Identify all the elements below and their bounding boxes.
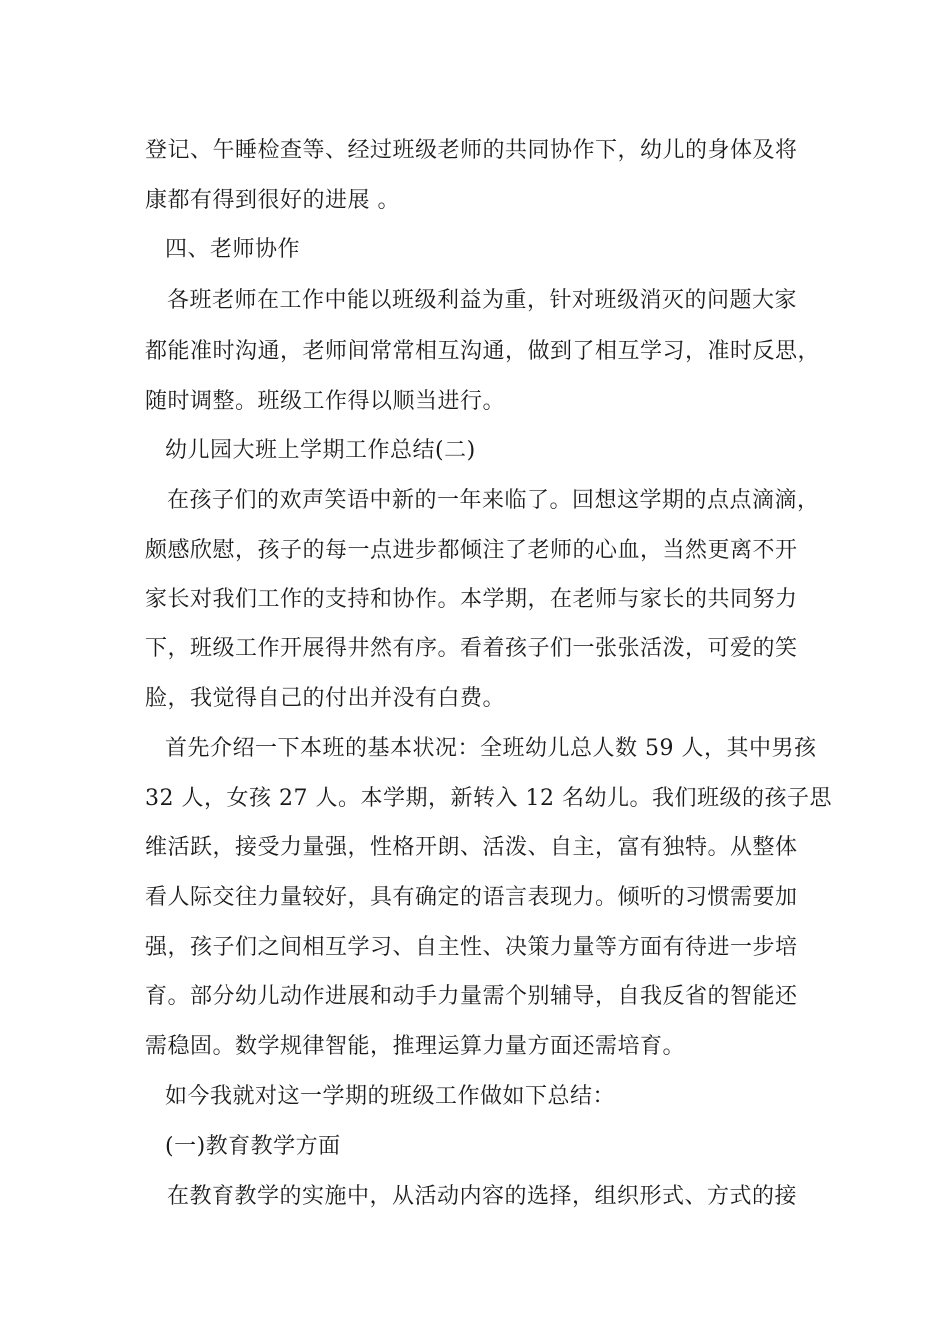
text-line: 都能准时沟通，老师间常常相互沟通，做到了相互学习，准时反思， bbox=[145, 339, 821, 364]
text-line: 家长对我们工作的支持和协作。本学期，在老师与家长的共同努力 bbox=[145, 587, 798, 612]
text-line: 在教育教学的实施中，从活动内容的选择，组织形式、方式的接 bbox=[167, 1184, 798, 1209]
text-line: 32 人，女孩 27 人。本学期，新转入 12 名幼儿。我们班级的孩子思 bbox=[145, 786, 832, 811]
text-line: 登记、午睡检查等、经过班级老师的共同协作下，幼儿的身体及将 bbox=[145, 138, 798, 163]
section-heading: (一)教育教学方面 bbox=[165, 1134, 341, 1159]
text-line: 如今我就对这一学期的班级工作做如下总结： bbox=[165, 1084, 616, 1109]
text-line: 维活跃，接受力量强，性格开朗、活泼、自主，富有独特。从整体 bbox=[145, 835, 798, 860]
text-line: 在孩子们的欢声笑语中新的一年来临了。回想这学期的点点滴滴， bbox=[167, 488, 820, 513]
text-line: 需稳固。数学规律智能，推理运算力量方面还需培育。 bbox=[145, 1034, 686, 1059]
text-line: 下，班级工作开展得井然有序。看着孩子们一张张活泼，可爱的笑 bbox=[145, 636, 798, 661]
text-line: 强，孩子们之间相互学习、自主性、决策力量等方面有待进一步培 bbox=[145, 935, 798, 960]
text-line: 各班老师在工作中能以班级利益为重，针对班级消灭的问题大家 bbox=[167, 288, 798, 313]
text-line: 看人际交往力量较好，具有确定的语言表现力。倾听的习惯需要加 bbox=[145, 885, 798, 910]
text-line: 首先介绍一下本班的基本状况：全班幼儿总人数 59 人，其中男孩 bbox=[165, 736, 817, 761]
text-line: 康都有得到很好的进展 。 bbox=[145, 188, 400, 213]
article-title: 幼儿园大班上学期工作总结(二) bbox=[165, 438, 476, 463]
text-line: 随时调整。班级工作得以顺当进行。 bbox=[145, 389, 506, 414]
text-line: 颇感欣慰，孩子的每一点进步都倾注了老师的心血，当然更离不开 bbox=[145, 538, 798, 563]
text-line: 育。部分幼儿动作进展和动手力量需个别辅导，自我反省的智能还 bbox=[145, 984, 798, 1009]
section-heading: 四、老师协作 bbox=[165, 237, 301, 262]
text-line: 脸，我觉得自己的付出并没有白费。 bbox=[145, 686, 506, 711]
